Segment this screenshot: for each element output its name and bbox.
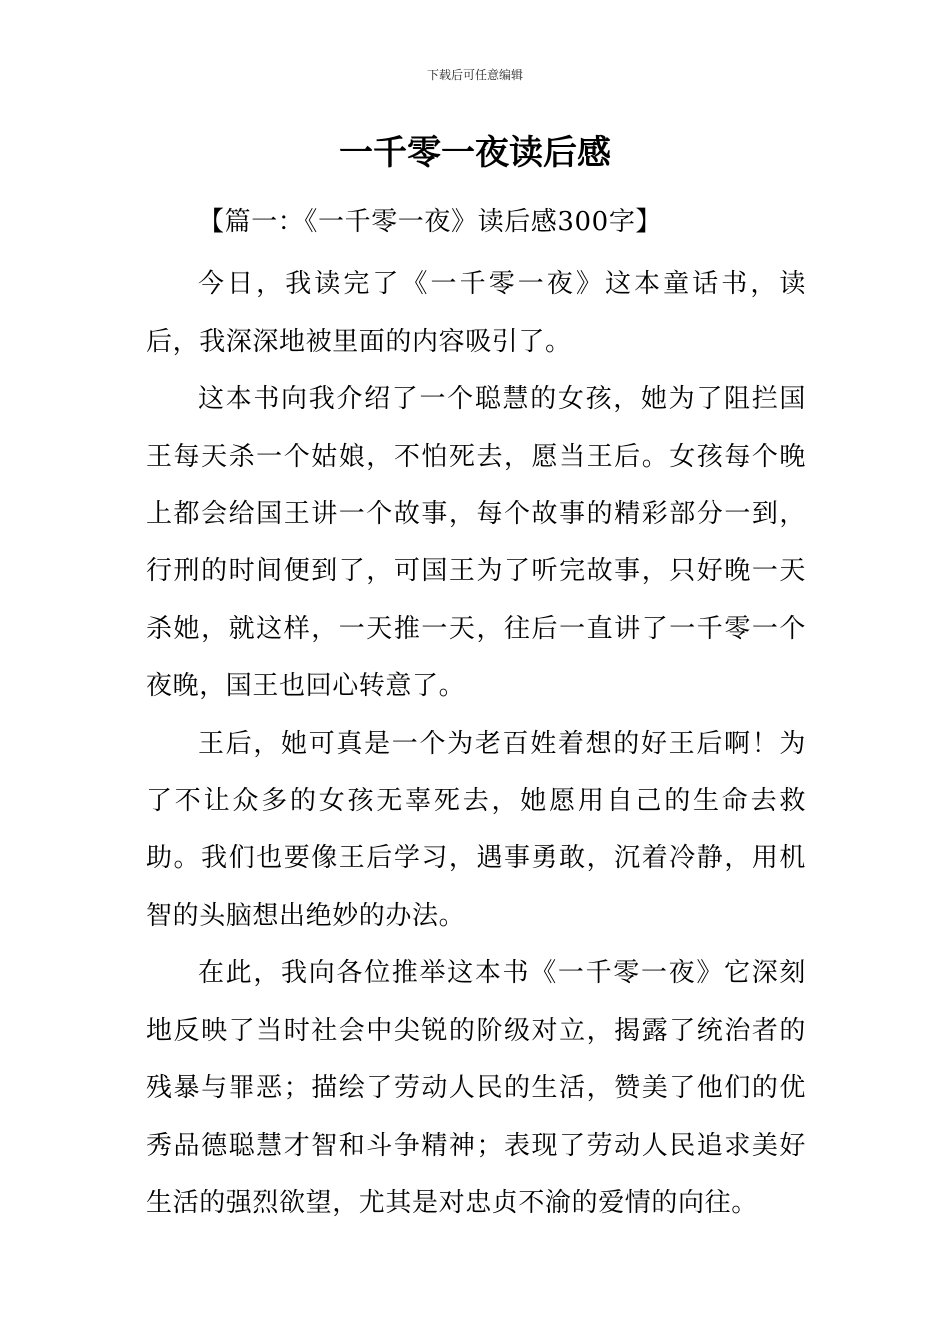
paragraph: 这本书向我介绍了一个聪慧的女孩，她为了阻拦国王每天杀一个姑娘，不怕死去，愿当王后。女孩每个晚上都会给国王讲一个故事，每个故事的精彩部分一到，行刑的时间便到了，可国王为了听完故事，只好晚一天杀她，就这样，一天推一天，往后一直讲了一千零一个夜晚，国王也回心转意了。 <box>146 384 806 702</box>
paragraph: 今日，我读完了《一千零一夜》这本童话书，读后，我深深地被里面的内容吸引了。 <box>146 269 806 357</box>
paragraph: 在此，我向各位推举这本书《一千零一夜》它深刻地反映了当时社会中尖锐的阶级对立，揭露了统治者的残暴与罪恶；描绘了劳动人民的生活，赞美了他们的优秀品德聪慧才智和斗争精神；表现了劳动人民追求美好生活的强烈欲望，尤其是对忠贞不渝的爱情的向往。 <box>146 958 806 1218</box>
paragraph: 王后，她可真是一个为老百姓着想的好王后啊！为了不让众多的女孩无辜死去，她愿用自己的生命去救助。我们也要像王后学习，遇事勇敢，沉着冷静，用机智的头脑想出绝妙的办法。 <box>146 728 806 931</box>
document-title: 一千零一夜读后感 <box>339 133 611 173</box>
document-body <box>146 194 806 1232</box>
header-note: 下载后可任意编辑 <box>426 68 523 82</box>
section-heading: 【篇一：《一千零一夜》读后感300字】 <box>198 207 663 237</box>
